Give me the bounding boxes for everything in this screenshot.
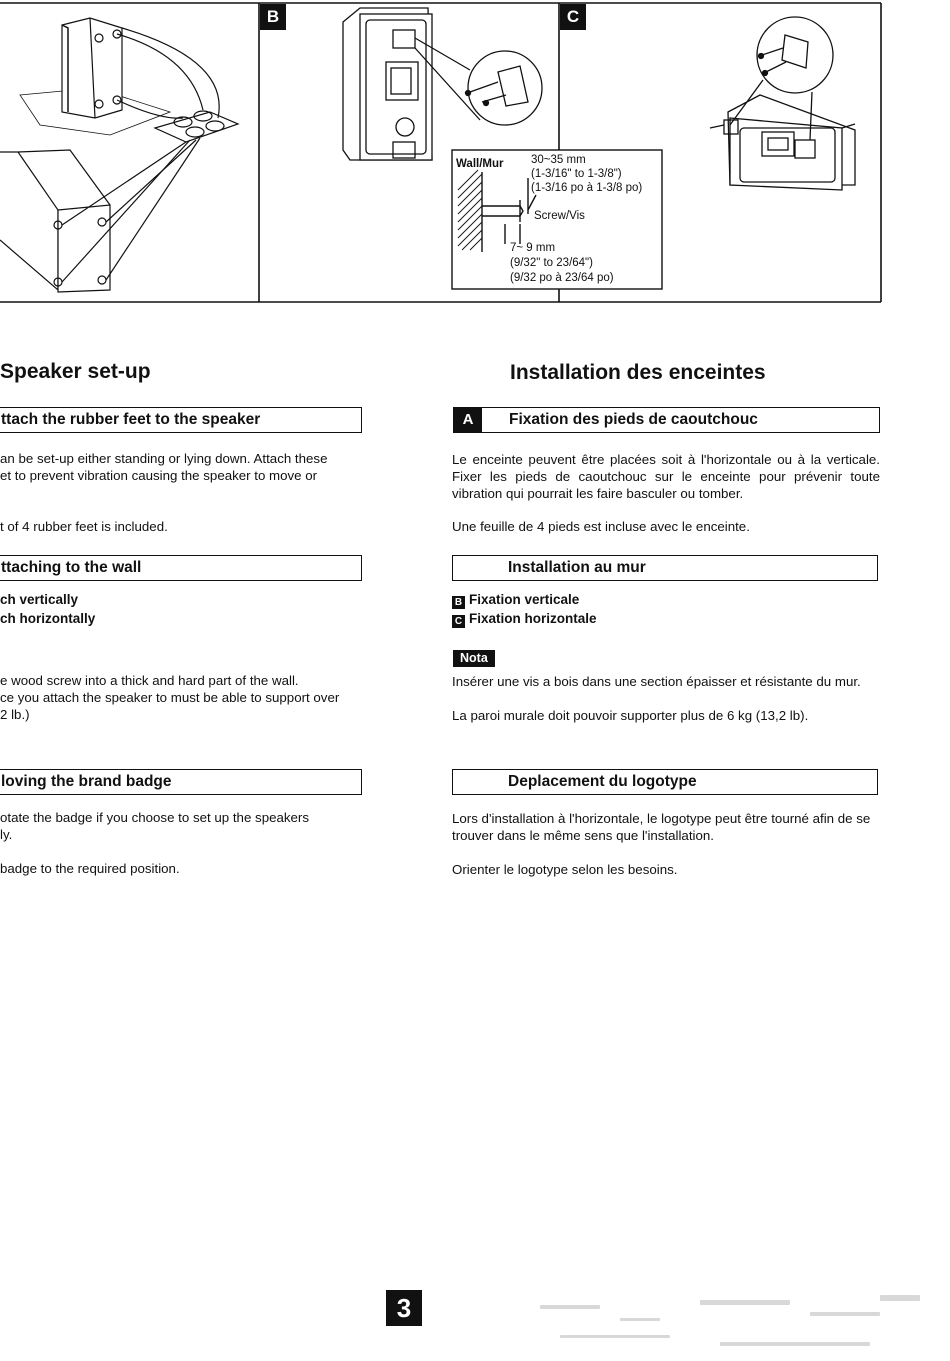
french-item-horizontal: [452, 609, 597, 629]
bottom-dimension-inch: (9/32" to 23/64"): [510, 257, 593, 269]
panel-label-b: B: [260, 4, 286, 30]
french-rubber-feet-body: Le enceinte peuvent être placées soit à l'horizontale ou à la verticale. Fixer les pieds de caoutchouc sur le enceinte pour prévenir toute vibration qui pourrait les faire basculer ou tomber.: [452, 452, 880, 501]
marker-c: C: [452, 615, 465, 628]
english-item-horizontal: ch horizontally: [0, 611, 96, 626]
english-title: Speaker set-up: [0, 360, 151, 383]
french-heading-rubber-feet: [453, 407, 880, 433]
bottom-dimension-mm: 7~ 9 mm: [510, 242, 556, 254]
french-item-vertical: [452, 590, 579, 610]
french-title: Installation des enceintes: [510, 361, 766, 384]
heading-text: Deplacement du logotype: [508, 773, 697, 790]
french-wall-support: La paroi murale doit pouvoir supporter plus de 6 kg (13,2 lb).: [452, 708, 809, 723]
nota-label: Nota: [453, 650, 495, 667]
screw-label: Screw/Vis: [534, 210, 585, 222]
english-heading-rubber-feet: [0, 407, 362, 433]
french-heading-wall: [452, 555, 878, 581]
bottom-dimension-po: (9/32 po à 23/64 po): [510, 272, 614, 284]
english-rubber-feet-note: t of 4 rubber feet is included.: [0, 519, 168, 534]
french-badge-note: Orienter le logotype selon les besoins.: [452, 862, 678, 877]
top-dimension-inch: (1-3/16" to 1-3/8"): [531, 168, 622, 180]
french-heading-badge: [452, 769, 878, 795]
english-item-vertical: ch vertically: [0, 592, 79, 607]
installation-figure: [0, 0, 950, 310]
english-heading-wall: [0, 555, 362, 581]
top-dimension-po: (1-3/16 po à 1-3/8 po): [531, 182, 643, 194]
french-rubber-feet-note: Une feuille de 4 pieds est incluse avec le enceinte.: [452, 519, 750, 534]
english-badge-body: otate the badge if you choose to set up the speakers ly.: [0, 810, 309, 842]
english-wall-body: e wood screw into a thick and hard part of the wall. ce you attach the speaker to must be able to support over 2 lb.): [0, 673, 340, 722]
page-number: 3: [386, 1290, 422, 1326]
marker-b: B: [452, 596, 465, 609]
section-a-marker: A: [454, 407, 482, 433]
panel-a-drawing: [0, 18, 238, 292]
french-badge-body: Lors d'installation à l'horizontale, le logotype peut être tourné afin de se trouver dans le même sens que l'installation.: [452, 811, 871, 843]
heading-text: Fixation des pieds de caoutchouc: [509, 411, 758, 428]
panel-b-drawing: [343, 8, 542, 160]
item-text: Fixation horizontale: [469, 611, 597, 626]
wall-label: Wall/Mur: [456, 158, 504, 170]
heading-text: loving the brand badge: [1, 773, 172, 790]
heading-text: ttaching to the wall: [1, 559, 142, 576]
panel-c-drawing: [710, 17, 855, 190]
english-badge-note: badge to the required position.: [0, 861, 180, 876]
english-heading-badge: [0, 769, 362, 795]
panel-label-c: C: [560, 4, 586, 30]
heading-text: ttach the rubber feet to the speaker: [1, 411, 261, 428]
item-text: Fixation verticale: [469, 592, 580, 607]
top-dimension-mm: 30~35 mm: [531, 154, 586, 166]
french-wall-body: Insérer une vis a bois dans une section épaisser et résistante du mur.: [452, 674, 861, 689]
figure-illustrations: [0, 0, 950, 310]
heading-text: Installation au mur: [508, 559, 646, 576]
english-rubber-feet-body: an be set-up either standing or lying down. Attach these et to prevent vibration causing the speaker to move or: [0, 451, 328, 483]
